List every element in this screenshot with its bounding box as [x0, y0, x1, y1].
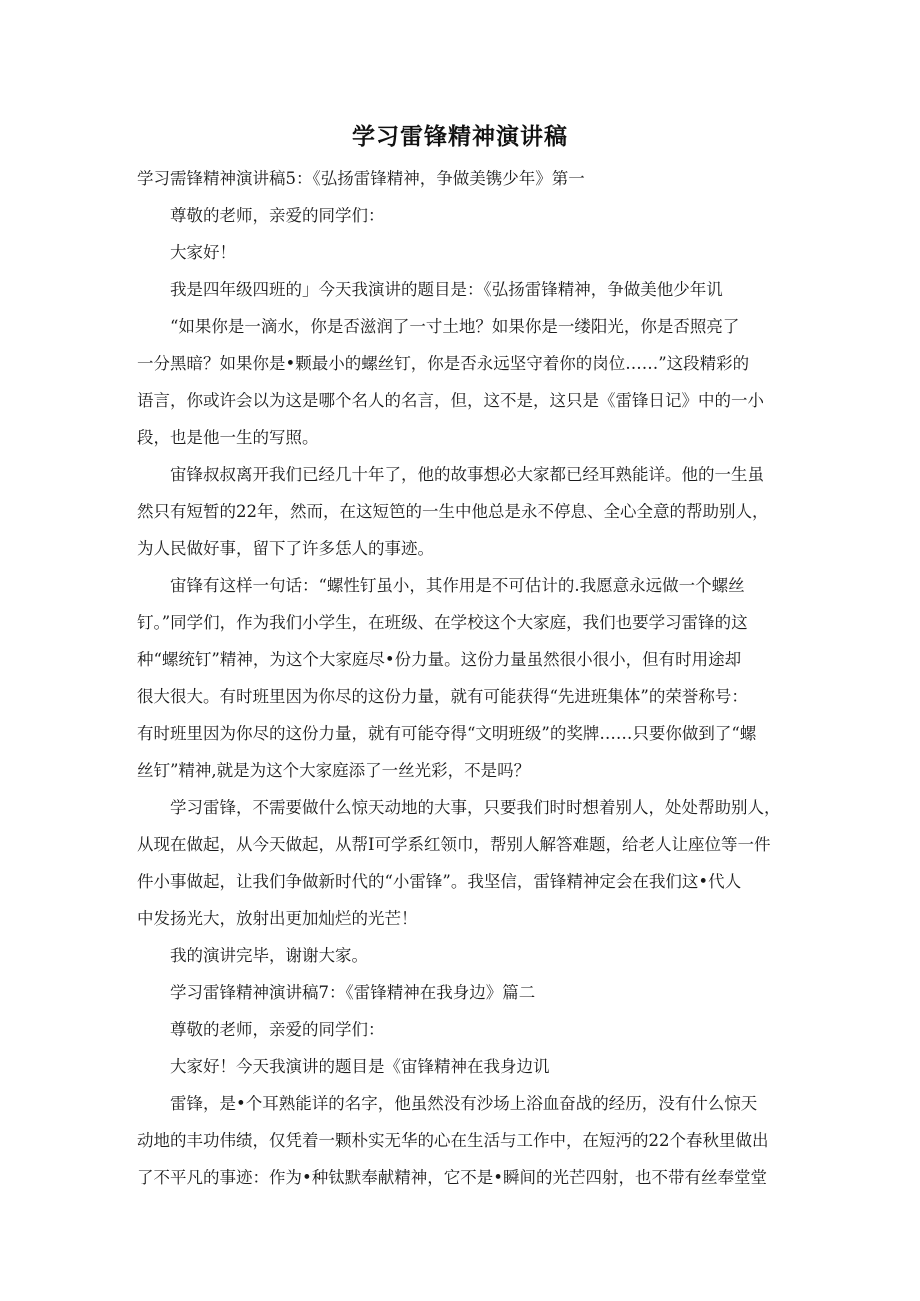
closing-line: 我的演讲完毕，谢谢大家。: [170, 946, 368, 965]
paragraph-line: 中发扬光大，放射出更加灿烂的光芒！: [137, 909, 418, 928]
paragraph-line: 很大很大。有时班里因为你尽的这份力量，就有可能获得“先进班集体”的荣誉称号：: [137, 687, 748, 706]
document-body: [137, 160, 787, 1196]
paragraph-line: 为人民做好事，留下了许多恁人的事迹。: [137, 539, 434, 558]
paragraph-line: 雷锋，是•个耳熟能详的名字，他虽然没有沙场上浴血奋战的经历，没有什么惊天: [170, 1094, 758, 1113]
greeting-line: 尊敬的老师，亲爱的同学们：: [170, 206, 385, 225]
intro-line: 我是四年级四班的」今天我演讲的题目是：《弘扬雷锋精神，争做美他少年讥: [170, 280, 723, 299]
paragraph-line: 语言，你或许会以为这是哪个名人的名言，但，这不是，这只是《雷锋日记》中的一小: [137, 391, 764, 410]
paragraph-line: 件小事做起，让我们争做新时代的“小雷锋”。我坚信，雷锋精神定会在我们这•代人: [137, 872, 742, 891]
paragraph-4: [137, 789, 787, 937]
paragraph-line: 有时班里因为你尽的这份力量，就有可能夺得“文明班级”的奖牌……只要你做到了“螺: [137, 724, 757, 743]
paragraph-3: [137, 567, 787, 789]
paragraph-line: 从现在做起，从今天做起，从帮I可学系红领巾，帮别人解答难题，给老人让座位等一件: [137, 835, 771, 854]
paragraph-line: 丝钉”精神,就是为这个大家庭添了一丝光彩，不是吗？: [137, 761, 531, 780]
greeting-line: 尊敬的老师，亲爱的同学们：: [170, 1020, 385, 1039]
paragraph-line: 然只有短暂的22年，然而，在这短笆的一生中他总是永不停息、全心全意的帮助别人，: [137, 502, 769, 521]
section-2: [137, 974, 787, 1196]
paragraph-line: 一分黑暗？如果你是•颗最小的螺丝钉，你是否永远坚守着你的岗位……”这段精彩的: [137, 354, 750, 373]
document-title: 学习雷锋精神演讲稿: [352, 124, 568, 150]
speech-heading-2: 学习雷锋精神演讲稿7：《雷锋精神在我身边》篇二: [170, 983, 536, 1002]
paragraph-2: [137, 456, 787, 567]
paragraph-line: 钉。”同学们，作为我们小学生，在班级、在学校这个大家庭，我们也要学习雷锋的这: [137, 613, 748, 632]
paragraph-1: [137, 308, 787, 456]
paragraph-line: “如果你是一滴水，你是否滋润了一寸土地？如果你是一缕阳光，你是否照亮了: [170, 317, 740, 336]
intro-line: 大家好！今天我演讲的题目是《宙锋精神在我身边讥: [170, 1057, 550, 1076]
paragraph-line: 种“螺统钉”精神，为这个大家庭尽•份力量。这份力量虽然很小很小，但有时用途却: [137, 650, 742, 669]
hello-line: 大家好！: [170, 243, 236, 262]
paragraph-line: 段，也是他一生的写照。: [137, 428, 319, 447]
paragraph-line: 了不平凡的事迹：作为•种钛默奉献精神，它不是•瞬间的光芒四射，也不带有丝奉堂堂: [137, 1168, 767, 1187]
speech-heading-1: 学习需锋精神演讲稿5：《弘扬雷锋精神，争做美镌少年》第一: [137, 169, 585, 188]
paragraph-line: 宙锋有这样一句话：“螺性钉虽小，其作用是不可估计的.我愿意永远做一个螺丝: [170, 576, 745, 595]
paragraph-line: 宙锋叔叔离开我们已经几十年了，他的故事想必大家都已经耳熟能详。他的一生虽: [170, 465, 764, 484]
paragraph-line: 动地的丰功伟绩，仅凭着一颗朴实无华的心在生活与工作中，在短沔的22个春秋里做出: [137, 1131, 769, 1150]
paragraph-line: 学习雷锋，不需要做什么惊天动地的大事，只要我们时时想着别人，处处帮助别人，: [170, 798, 781, 817]
